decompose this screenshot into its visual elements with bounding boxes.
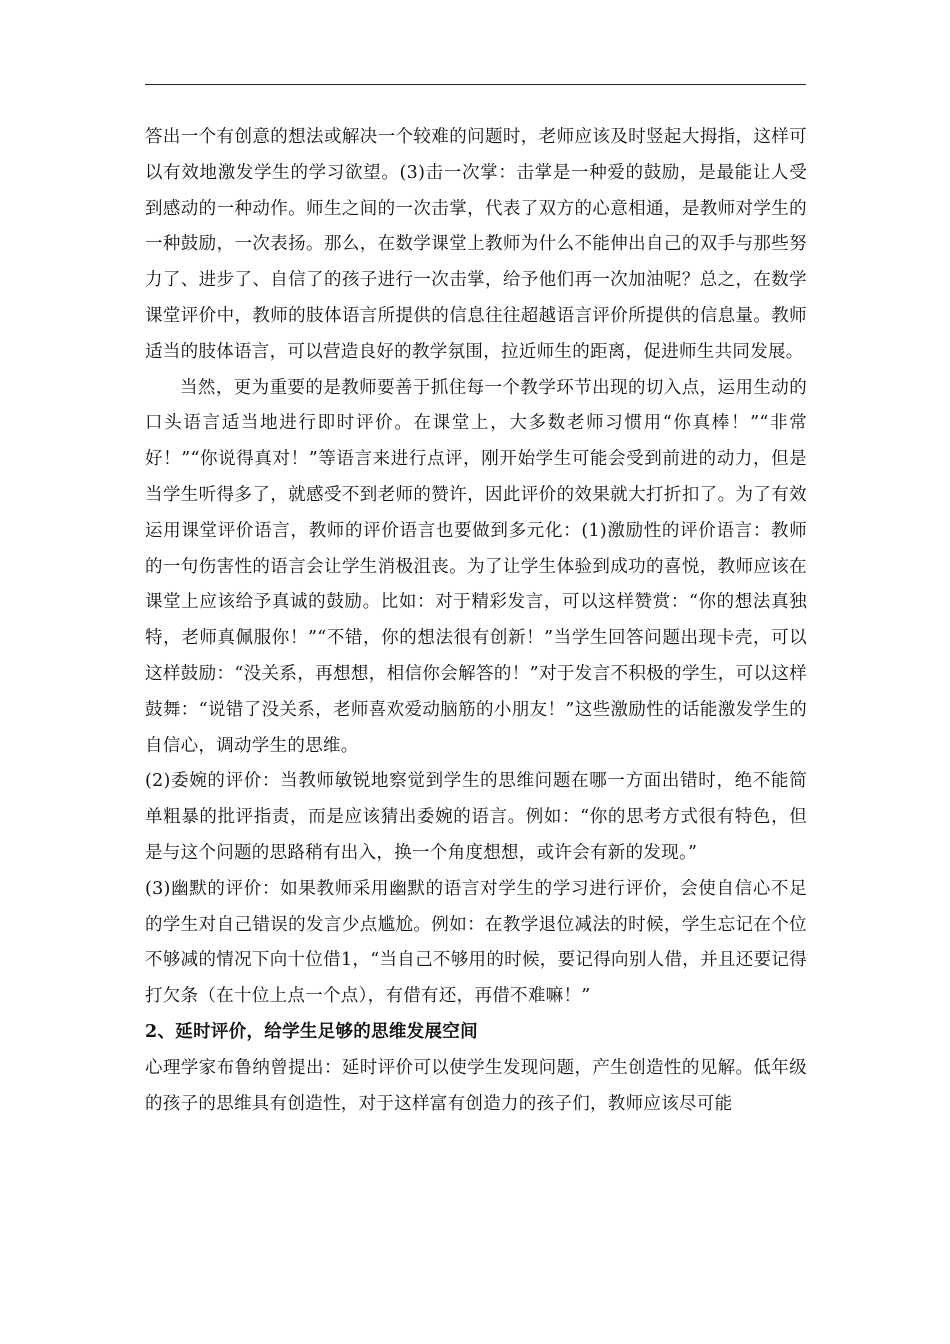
paragraph-body-language-summary: 答出一个有创意的想法或解决一个较难的问题时，老师应该及时竖起大拇指，这样可以有效地激发学生的学习欲望。(3)击一次掌：击掌是一种爱的鼓励，是最能让人受到感动的一种动作。师生之间的一次击掌，代表了双方的心意相通，是教师对学生的一种鼓励，一次表扬。那么，在数学课堂上教师为什么不能伸出自己的双手与那些努力了、进步了、自信了的孩子进行一次击掌，给予他们再一次加油呢？总之，在数学课堂评价中，教师的肢体语言所提供的信息往往超越语言评价所提供的信息量。教师适当的肢体语言，可以营造良好的教学氛围，拉近师生的距离，促进师生共同发展。 <box>145 127 807 362</box>
paragraph-tactful-evaluation: (2)委婉的评价：当教师敏锐地察觉到学生的思维问题在哪一方面出错时，绝不能简单粗暴的批评指责，而是应该猜出委婉的语言。例如：“你的思考方式很有特色，但是与这个问题的思路稍有出入，换一个角度想想，或许会有新的发现。” <box>145 771 807 863</box>
paragraph-humorous-evaluation: (3)幽默的评价：如果教师采用幽默的语言对学生的学习进行评价，会使自信心不足的学生对自己错误的发言少点尴尬。例如：在教学退位减法的时候，学生忘记在个位不够减的情况下向十位借1，“当自己不够用的时候，要记得向别人借，并且还要记得打欠条（在十位上点一个点），有借有还，再借不难嘛！” <box>145 878 807 1007</box>
header-rule <box>145 84 806 85</box>
section-heading: 2、延时评价，给学生足够的思维发展空间 <box>145 1021 478 1042</box>
document-body <box>145 120 807 1122</box>
paragraph-oral-evaluation: 当然，更为重要的是教师要善于抓住每一个教学环节出现的切入点，运用生动的口头语言适当地进行即时评价。在课堂上，大多数老师习惯用“你真棒！”“非常好！”“你说得真对！”等语言来进行点评，刚开始学生可能会受到前进的动力，但是当学生听得多了，就感受不到老师的赞许，因此评价的效果就大打折扣了。为了有效运用课堂评价语言，教师的评价语言也要做到多元化：(1)激励性的评价语言：教师的一句伤害性的语言会让学生消极沮丧。为了让学生体验到成功的喜悦，教师应该在课堂上应该给予真诚的鼓励。比如：对于精彩发言，可以这样赞赏：“你的想法真独特，老师真佩服你！”“不错，你的想法很有创新！”当学生回答问题出现卡壳，可以这样鼓励：“没关系，再想想，相信你会解答的！”对于发言不积极的学生，可以这样鼓舞：“说错了没关系，老师喜欢爱动脑筋的小朋友！”这些激励性的话能激发学生的自信心，调动学生的思维。 <box>145 377 807 756</box>
paragraph-delayed-evaluation: 心理学家布鲁纳曾提出：延时评价可以使学生发现问题，产生创造性的见解。低年级的孩子的思维具有创造性，对于这样富有创造力的孩子们，教师应该尽可能 <box>145 1057 807 1114</box>
